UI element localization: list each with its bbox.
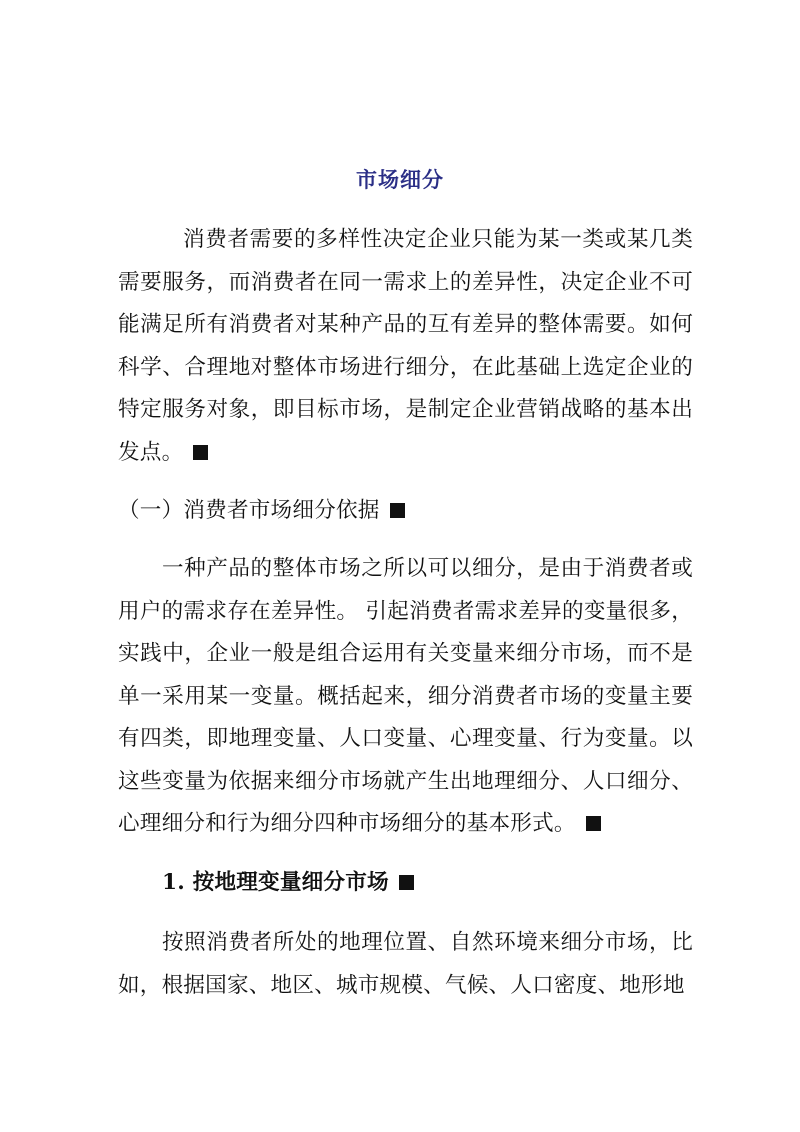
subsection-heading-text: 1. 按地理变量细分市场 <box>162 870 389 895</box>
end-marker-icon <box>399 875 414 890</box>
intro-paragraph <box>118 219 693 474</box>
subsection-body-text: 按照消费者所处的地理位置、自然环境来细分市场，比如，根据国家、地区、城市规模、气候、人口密度、地形地 <box>118 930 693 998</box>
intro-text: 消费者需要的多样性决定企业只能为某一类或某几类需要服务，而消费者在同一需求上的差异性，决定企业不可能满足所有消费者对某种产品的互有差异的整体需要。如何科学、合理地对整体市场进行细分，在此基础上选定企业的特定服务对象，即目标市场，是制定企业营销战略的基本出发点。 <box>118 227 693 465</box>
end-marker-icon <box>390 503 405 518</box>
subsection-body-paragraph <box>118 922 693 1007</box>
end-marker-icon <box>586 816 601 831</box>
section-body-paragraph <box>118 548 693 846</box>
section-heading-text: （一）消费者市场细分依据 <box>118 498 380 523</box>
section-body-text: 一种产品的整体市场之所以可以细分，是由于消费者或用户的需求存在差异性。 引起消费者需求差异的变量很多，实践中，企业一般是组合运用有关变量来细分市场，而不是单一采用某一变量。概括起来，细分消费者市场的变量主要有四类，即地理变量、人口变量、心理变量、行为变量。以这些变量为依据来细分市场就产生出地理细分、人口细分、心理细分和行为细分四种市场细分的基本形式。 <box>118 556 693 836</box>
end-marker-icon <box>193 445 208 460</box>
section-heading <box>118 490 693 533</box>
subsection-heading <box>118 862 693 905</box>
page-title: 市场细分 <box>356 167 444 192</box>
